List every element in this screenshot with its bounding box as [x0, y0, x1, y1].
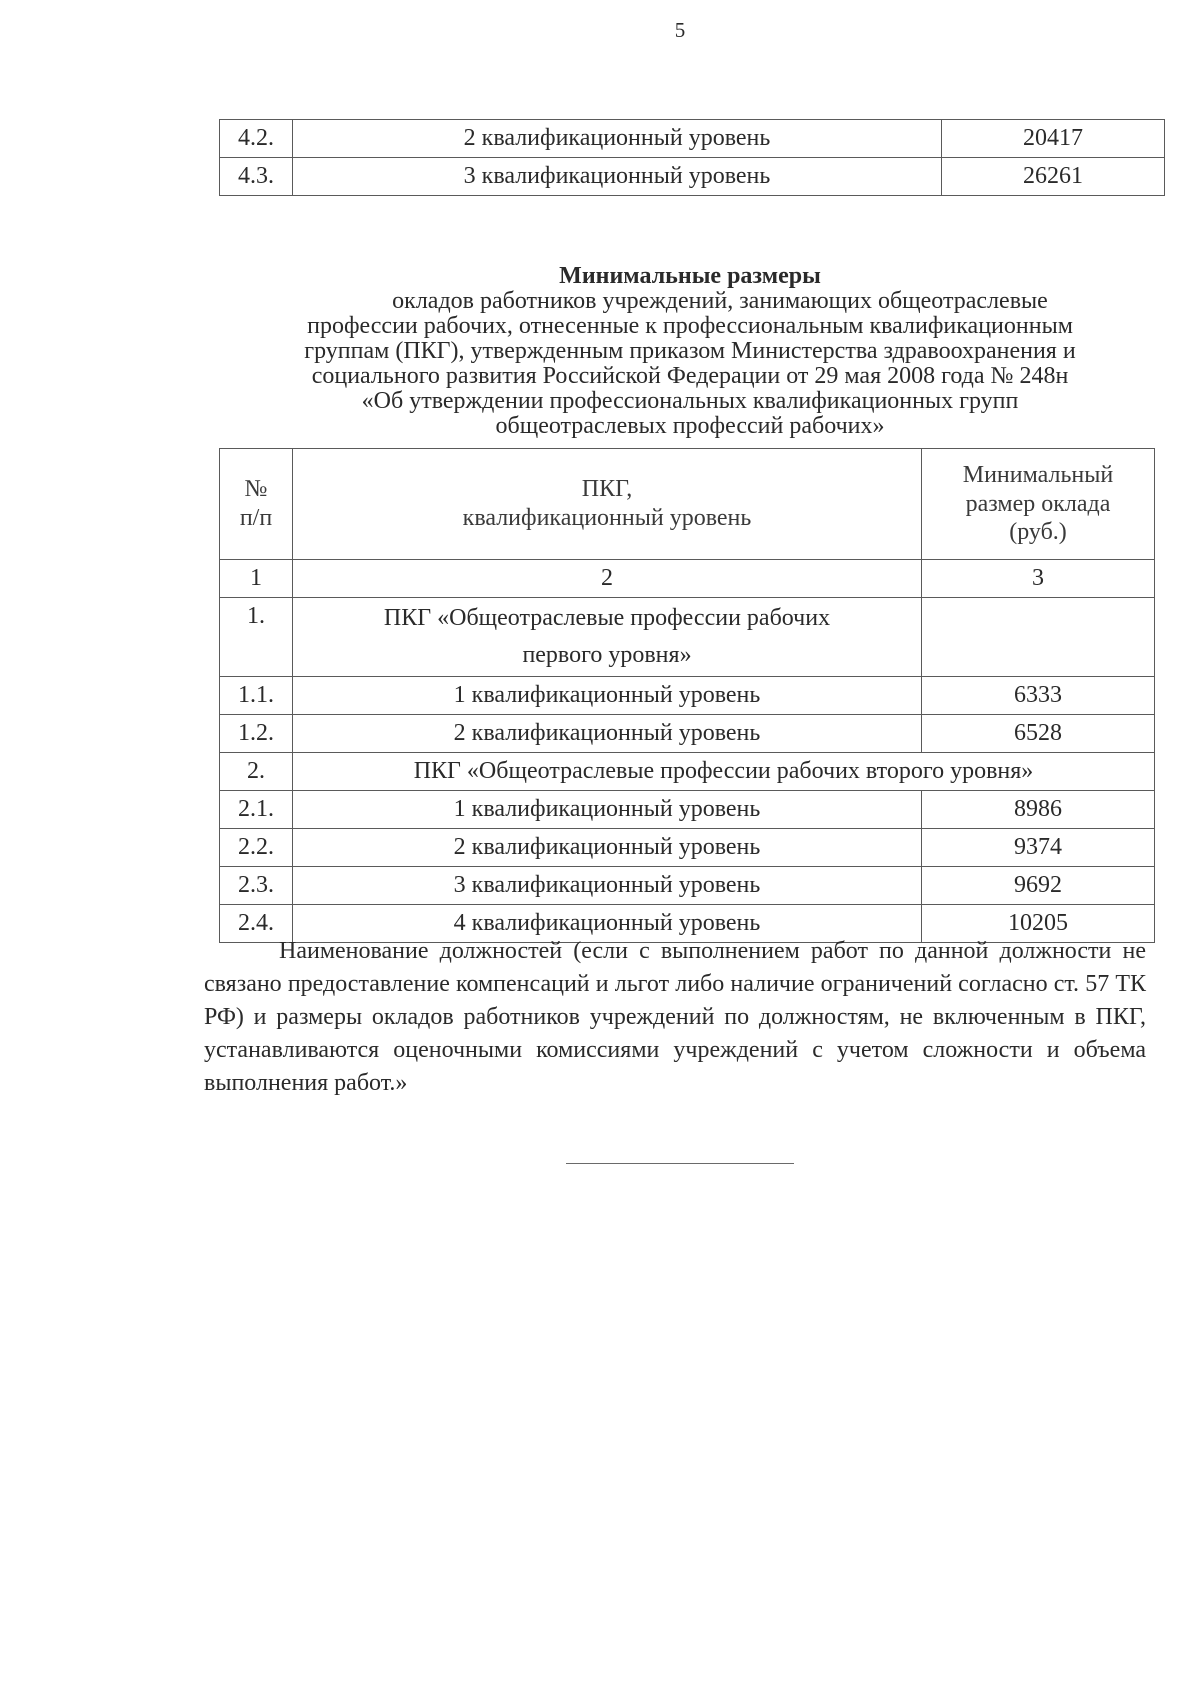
- heading-title: Минимальные размеры: [559, 263, 821, 289]
- group-title-line: первого уровня»: [522, 642, 692, 668]
- qualification-level: 3 квалификационный уровень: [293, 158, 942, 196]
- heading-line: окладов работников учреждений, занимающих общеотраслевые: [392, 288, 1048, 314]
- header-pkg: [293, 449, 922, 560]
- row-number: 2.1.: [220, 791, 293, 829]
- end-rule: [566, 1163, 794, 1164]
- group-title-line: ПКГ «Общеотраслевые профессии рабочих: [383, 605, 831, 631]
- group-title: ПКГ «Общеотраслевые профессии рабочих второго уровня»: [293, 753, 1155, 791]
- row-number: 1.1.: [220, 677, 293, 715]
- column-number: 2: [293, 560, 922, 598]
- qualification-level: 2 квалификационный уровень: [293, 715, 922, 753]
- section-heading: [200, 264, 1180, 439]
- salary-value: 6333: [922, 677, 1155, 715]
- header-text: №: [244, 476, 268, 503]
- column-numbers-row: [220, 560, 1155, 598]
- table-row: [220, 791, 1155, 829]
- group-number: 1.: [220, 598, 293, 677]
- empty-cell: [922, 598, 1155, 677]
- qualification-level: 2 квалификационный уровень: [293, 120, 942, 158]
- qualification-level: 1 квалификационный уровень: [293, 791, 922, 829]
- closing-paragraph: Наименование должностей (если с выполнением работ по данной должности не связано предоставление компенсаций и льгот либо наличие ограничений согласно ст. 57 ТК РФ) и размеры окладов работников учреждений по должностям, не включенным в ПКГ, устанавливаются оценочными комиссиями учреждений с учетом сложности и объема выполнения работ.»: [204, 938, 1146, 1096]
- qualification-level: 3 квалификационный уровень: [293, 867, 922, 905]
- row-number: 2.2.: [220, 829, 293, 867]
- table-row: [220, 715, 1155, 753]
- group-title: [293, 598, 922, 677]
- salary-value: 20417: [942, 120, 1165, 158]
- group-number: 2.: [220, 753, 293, 791]
- heading-line: социального развития Российской Федерации от 29 мая 2008 года № 248н: [311, 363, 1069, 389]
- header-text: размер оклада: [965, 490, 1111, 517]
- table-header-row: [220, 449, 1155, 560]
- top-table: [219, 119, 1165, 196]
- salary-value: 6528: [922, 715, 1155, 753]
- salary-value: 9692: [922, 867, 1155, 905]
- header-text: квалификационный уровень: [462, 505, 752, 531]
- qualification-level: 4 квалификационный уровень: [293, 905, 922, 943]
- heading-line: общеотраслевых профессий рабочих»: [495, 413, 885, 439]
- row-number: 1.2.: [220, 715, 293, 753]
- salary-table: [219, 448, 1155, 943]
- table-row: [220, 158, 1165, 196]
- salary-value: 8986: [922, 791, 1155, 829]
- qualification-level: 1 квалификационный уровень: [293, 677, 922, 715]
- header-text: (руб.): [1009, 519, 1067, 546]
- table-row: [220, 120, 1165, 158]
- table-row: [220, 867, 1155, 905]
- header-salary: [922, 449, 1155, 560]
- salary-value: 9374: [922, 829, 1155, 867]
- table-row: [220, 829, 1155, 867]
- group-row: [220, 753, 1155, 791]
- header-number: [220, 449, 293, 560]
- row-number: 2.3.: [220, 867, 293, 905]
- header-text: ПКГ,: [581, 476, 633, 503]
- header-text: п/п: [239, 505, 273, 531]
- row-number: 4.3.: [220, 158, 293, 196]
- salary-value: 26261: [942, 158, 1165, 196]
- heading-line: профессии рабочих, отнесенные к профессиональным квалификационным: [307, 313, 1073, 339]
- column-number: 1: [220, 560, 293, 598]
- group-row: [220, 598, 1155, 677]
- salary-value: 10205: [922, 905, 1155, 943]
- column-number: 3: [922, 560, 1155, 598]
- page-number: 5: [674, 18, 686, 42]
- row-number: 2.4.: [220, 905, 293, 943]
- table-row: [220, 677, 1155, 715]
- heading-line: «Об утверждении профессиональных квалификационных групп: [361, 388, 1019, 414]
- qualification-level: 2 квалификационный уровень: [293, 829, 922, 867]
- heading-line: группам (ПКГ), утвержденным приказом Министерства здравоохранения и: [304, 338, 1076, 364]
- row-number: 4.2.: [220, 120, 293, 158]
- header-text: Минимальный: [962, 461, 1114, 488]
